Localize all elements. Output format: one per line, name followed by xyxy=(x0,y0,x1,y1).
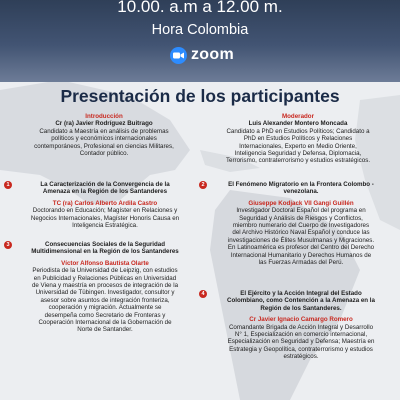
item-3-section xyxy=(10,241,200,334)
moderator-name: Luis Alexander Montero Moncada xyxy=(248,120,348,128)
item-1-section xyxy=(10,181,200,229)
item-2-bio-line: En Latinoamérica es profesor del Centro del Derecho xyxy=(227,244,375,252)
intro-title: Introducción xyxy=(85,113,123,120)
item-3-bio-line: asesor sobre asuntos de integración fronteriza, xyxy=(40,296,170,304)
intro-speaker-name: Cr (ra) Javier Rodríguez Buitrago xyxy=(55,120,153,128)
item-4-title-line: Región de los Santanderes. xyxy=(260,304,342,312)
moderator-bio-line: Internacionales, Experto en Medio Oriente, xyxy=(239,142,357,150)
item-3-bio-line: Universidad de Tübingen. Investigador, consultor y xyxy=(35,289,175,297)
item-1-bio-line: Doctorando en Educación; Magíster en Relaciones y xyxy=(32,207,178,215)
item-2-bio-line: del Archivo Histórico Naval Español y conduce las xyxy=(232,229,370,237)
item-2-bio-line: las Fuerzas Armadas del Perú. xyxy=(258,259,344,267)
item-2-bio-line: Internacional Humanitario y Derechos Humanos de xyxy=(230,251,372,259)
item-3-number-badge: 3 xyxy=(4,241,12,249)
item-3-bio-line: cooperación y migración. Actualmente se xyxy=(48,304,162,312)
intro-section xyxy=(10,113,198,157)
moderator-bio-line: Candidato a PhD en Estudios Políticos; Candidato a xyxy=(226,127,370,135)
moderator-section xyxy=(202,113,394,165)
item-4-bio-line: estratégicos. xyxy=(283,353,319,361)
intro-bio-line: contemporáneos, Profesional en ciencias Militares, xyxy=(34,142,174,150)
page-title: Presentación de los participantes xyxy=(60,86,340,106)
item-4-bio-line: N° 1, Especialización en comercio internacional, xyxy=(234,331,368,339)
moderator-title: Moderador xyxy=(282,113,314,120)
event-time: 10.00. a.m a 12.00 m. xyxy=(117,0,283,16)
item-1-number-badge: 1 xyxy=(4,181,12,189)
moderator-bio-line: Inteligencia Seguridad y Defensa, Diplomacia, xyxy=(234,150,362,158)
intro-bio-line: políticos y económicos internacionales xyxy=(51,135,157,143)
item-4-title-line: Colombiano, como Contención a la Amenaza en la xyxy=(227,297,375,305)
item-4-bio-line: Comandante Brigada de Acción Integral y Desarrollo xyxy=(228,323,374,331)
item-3-title-line: Multidimensional en la Región de los Santanderes xyxy=(31,248,179,256)
item-2-bio-line: miembro numerario del Cuerpo de Investigadores xyxy=(232,222,370,230)
item-4-number-badge: 4 xyxy=(199,290,207,298)
item-2-speaker-name: Giuseppe Kodjack VII Gangi Guillén xyxy=(248,199,354,207)
item-2-section xyxy=(206,181,396,266)
intro-bio-line: Contador público. xyxy=(79,150,129,158)
zoom-logo xyxy=(170,46,234,64)
item-3-bio-line: en Publicidad y Relaciones Públicas en Universidad xyxy=(33,274,177,282)
item-3-title-line: Consecuencias Sociales de la Seguridad xyxy=(44,241,166,248)
item-2-bio-line: Seguridad y Análisis de Riesgos y Conflictos, xyxy=(239,214,363,222)
moderator-bio-line: PhD en Estudios Políticos y Relaciones xyxy=(243,135,353,143)
event-timezone: Hora Colombia xyxy=(151,22,249,38)
item-2-number-badge: 2 xyxy=(199,181,207,189)
item-1-speaker-name: TC (ra) Carlos Alberto Ardila Castro xyxy=(52,199,158,207)
item-4-title-line: El Ejército y la Acción Integral del Estado xyxy=(240,290,362,297)
item-3-bio-line: Periodista de la Universidad de Leipzig, con estudios xyxy=(32,267,178,275)
item-3-bio-line: Cooperación Internacional de la Gobernación de xyxy=(38,319,172,327)
item-1-bio-line: Inteligencia Estratégica. xyxy=(72,222,138,230)
item-1-title-line: Amenaza en la Región de los Santanderes xyxy=(42,188,168,196)
item-1-title-line: La Caracterización de la Convergencia de la xyxy=(40,181,170,188)
item-4-bio-line: Especialización en Seguridad y Defensa; Maestría en xyxy=(227,338,375,346)
item-3-speaker-name: Víctor Alfonso Bautista Olarte xyxy=(61,259,149,267)
zoom-camera-icon xyxy=(170,47,187,64)
item-3-bio-line: Norte de Santander. xyxy=(77,326,133,334)
item-2-title-line: venezolana. xyxy=(283,188,319,196)
item-2-title-line: El Fenómeno Migratorio en la Frontera Colombo - xyxy=(228,181,374,188)
moderator-bio-line: Terrorismo, contraterrorismo y estudios estratégicos. xyxy=(225,157,371,165)
item-1-bio-line: Negocios Internacionales, Magíster Honoris Causa en xyxy=(30,214,180,222)
item-3-bio-line: desempeña como Secretario de Fronteras y xyxy=(44,311,166,319)
item-4-speaker-name: Cr Javier Ignacio Camargo Romero xyxy=(249,316,353,324)
item-4-section xyxy=(206,290,396,361)
intro-bio-line: Candidato a Maestría en análisis de problemas xyxy=(39,127,169,135)
zoom-wordmark: zoom xyxy=(191,46,234,63)
item-2-bio-line: investigaciones de Élites Musulmanas y Migraciones. xyxy=(227,236,375,244)
item-4-bio-line: Estrategia y Geopolítica, contraterrorismo y estudios xyxy=(229,345,373,353)
item-3-bio-line: de Viena y maestría en procesos de integración de la xyxy=(31,282,179,290)
item-2-bio-line: Investigador Doctoral Español del programa en xyxy=(236,207,366,215)
